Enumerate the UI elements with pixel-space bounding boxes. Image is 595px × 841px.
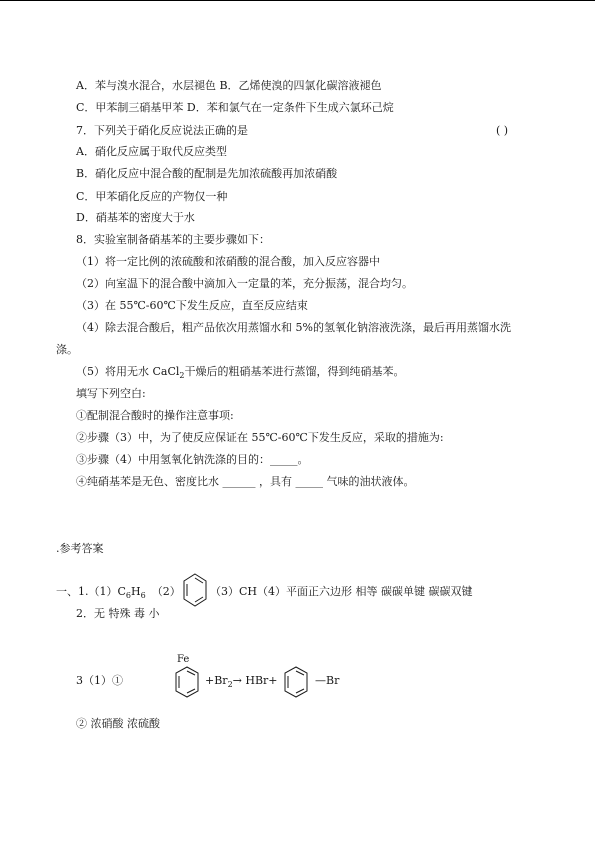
benzene-ring-icon [182, 572, 208, 608]
fill-item-2: ②步骤（3）中，为了使反应保证在 55℃-60℃下发生反应，采取的措施为: [76, 431, 444, 444]
reactant-br: +Br [205, 674, 228, 687]
q8-step-2: （2）向室温下的混合酸中滴加入一定量的苯，充分振荡，混合均匀。 [76, 277, 413, 290]
answer-1-mid: （2） [151, 585, 181, 598]
answer-2: 2．无 特殊 毒 小 [76, 607, 160, 620]
fill-item-1: ①配制混合酸时的操作注意事项: [76, 409, 234, 422]
fill-item-4: ④纯硝基苯是无色、密度比水 ______ ，具有 _____ 气味的油状液体。 [76, 475, 415, 488]
answer-1-start [56, 585, 181, 603]
answer-1-prefix: 一、1.（1）C [56, 585, 126, 598]
q8-stem: 8．实验室制备硝基苯的主要步骤如下： [76, 233, 270, 246]
q7-option-a: A．硝化反应属于取代反应类型 [76, 145, 227, 158]
q8-step-5 [76, 365, 405, 383]
bromobenzene-substituent: —Br [315, 674, 340, 687]
subscript: 2 [179, 371, 185, 380]
q8-step-4-cont: 涤。 [56, 343, 78, 356]
q8-step-1: （1）将一定比例的浓硫酸和浓硝酸的混合酸，加入反应容器中 [76, 255, 380, 268]
q8-step-5-text-2: 干燥后的粗硝基苯进行蒸馏，得到纯硝基苯。 [184, 365, 405, 378]
q7-answer-paren: ( ) [496, 124, 509, 137]
reaction-arrow-icon: → [232, 674, 242, 687]
q6-options-cd: C．甲苯制三硝基甲苯 D．苯和氯气在一定条件下生成六氯环己烷 [76, 101, 394, 114]
q7-stem: 7．下列关于硝化反应说法正确的是 [76, 124, 248, 137]
q7-option-b: B．硝化反应中混合酸的配制是先加浓硫酸再加浓硝酸 [76, 167, 338, 180]
answer-1-rest: （3）CH（4）平面正六边形 相等 碳碳单键 碳碳双键 [210, 585, 473, 598]
subscript: 2 [227, 680, 233, 689]
q6-options-ab: A．苯与溴水混合，水层褪色 B．乙烯使溴的四氯化碳溶液褪色 [76, 79, 382, 92]
answer-1-h: H [131, 585, 141, 598]
answers-heading: .参考答案 [56, 542, 104, 555]
q7-option-d: D．硝基苯的密度大于水 [76, 211, 195, 224]
top-border-line [0, 0, 595, 1]
fill-intro: 填写下列空白: [76, 387, 146, 400]
catalyst-label: Fe [177, 654, 190, 665]
fill-item-3: ③步骤（4）中用氢氧化钠洗涤的目的：_____。 [76, 453, 309, 466]
q8-step-3: （3）在 55℃-60℃下发生反应，直至反应结束 [76, 299, 308, 312]
q7-option-c: C．甲苯硝化反应的产物仅一种 [76, 190, 228, 203]
benzene-ring-icon [174, 665, 200, 699]
reaction-middle [205, 674, 278, 692]
benzene-ring-icon [283, 665, 309, 699]
q8-step-5-text: （5）将用无水 CaCl [76, 365, 180, 378]
q8-step-4: （4）除去混合酸后，粗产品依次用蒸馏水和 5%的氢氧化钠溶液洗涤，最后再用蒸馏水洗 [76, 321, 511, 334]
subscript: 6 [140, 591, 146, 600]
subscript: 6 [125, 591, 132, 600]
product-hbr: HBr+ [241, 674, 278, 687]
answer-3-label: 3（1）① [76, 674, 123, 687]
answer-3-part-2: ② 浓硝酸 浓硫酸 [76, 717, 160, 730]
